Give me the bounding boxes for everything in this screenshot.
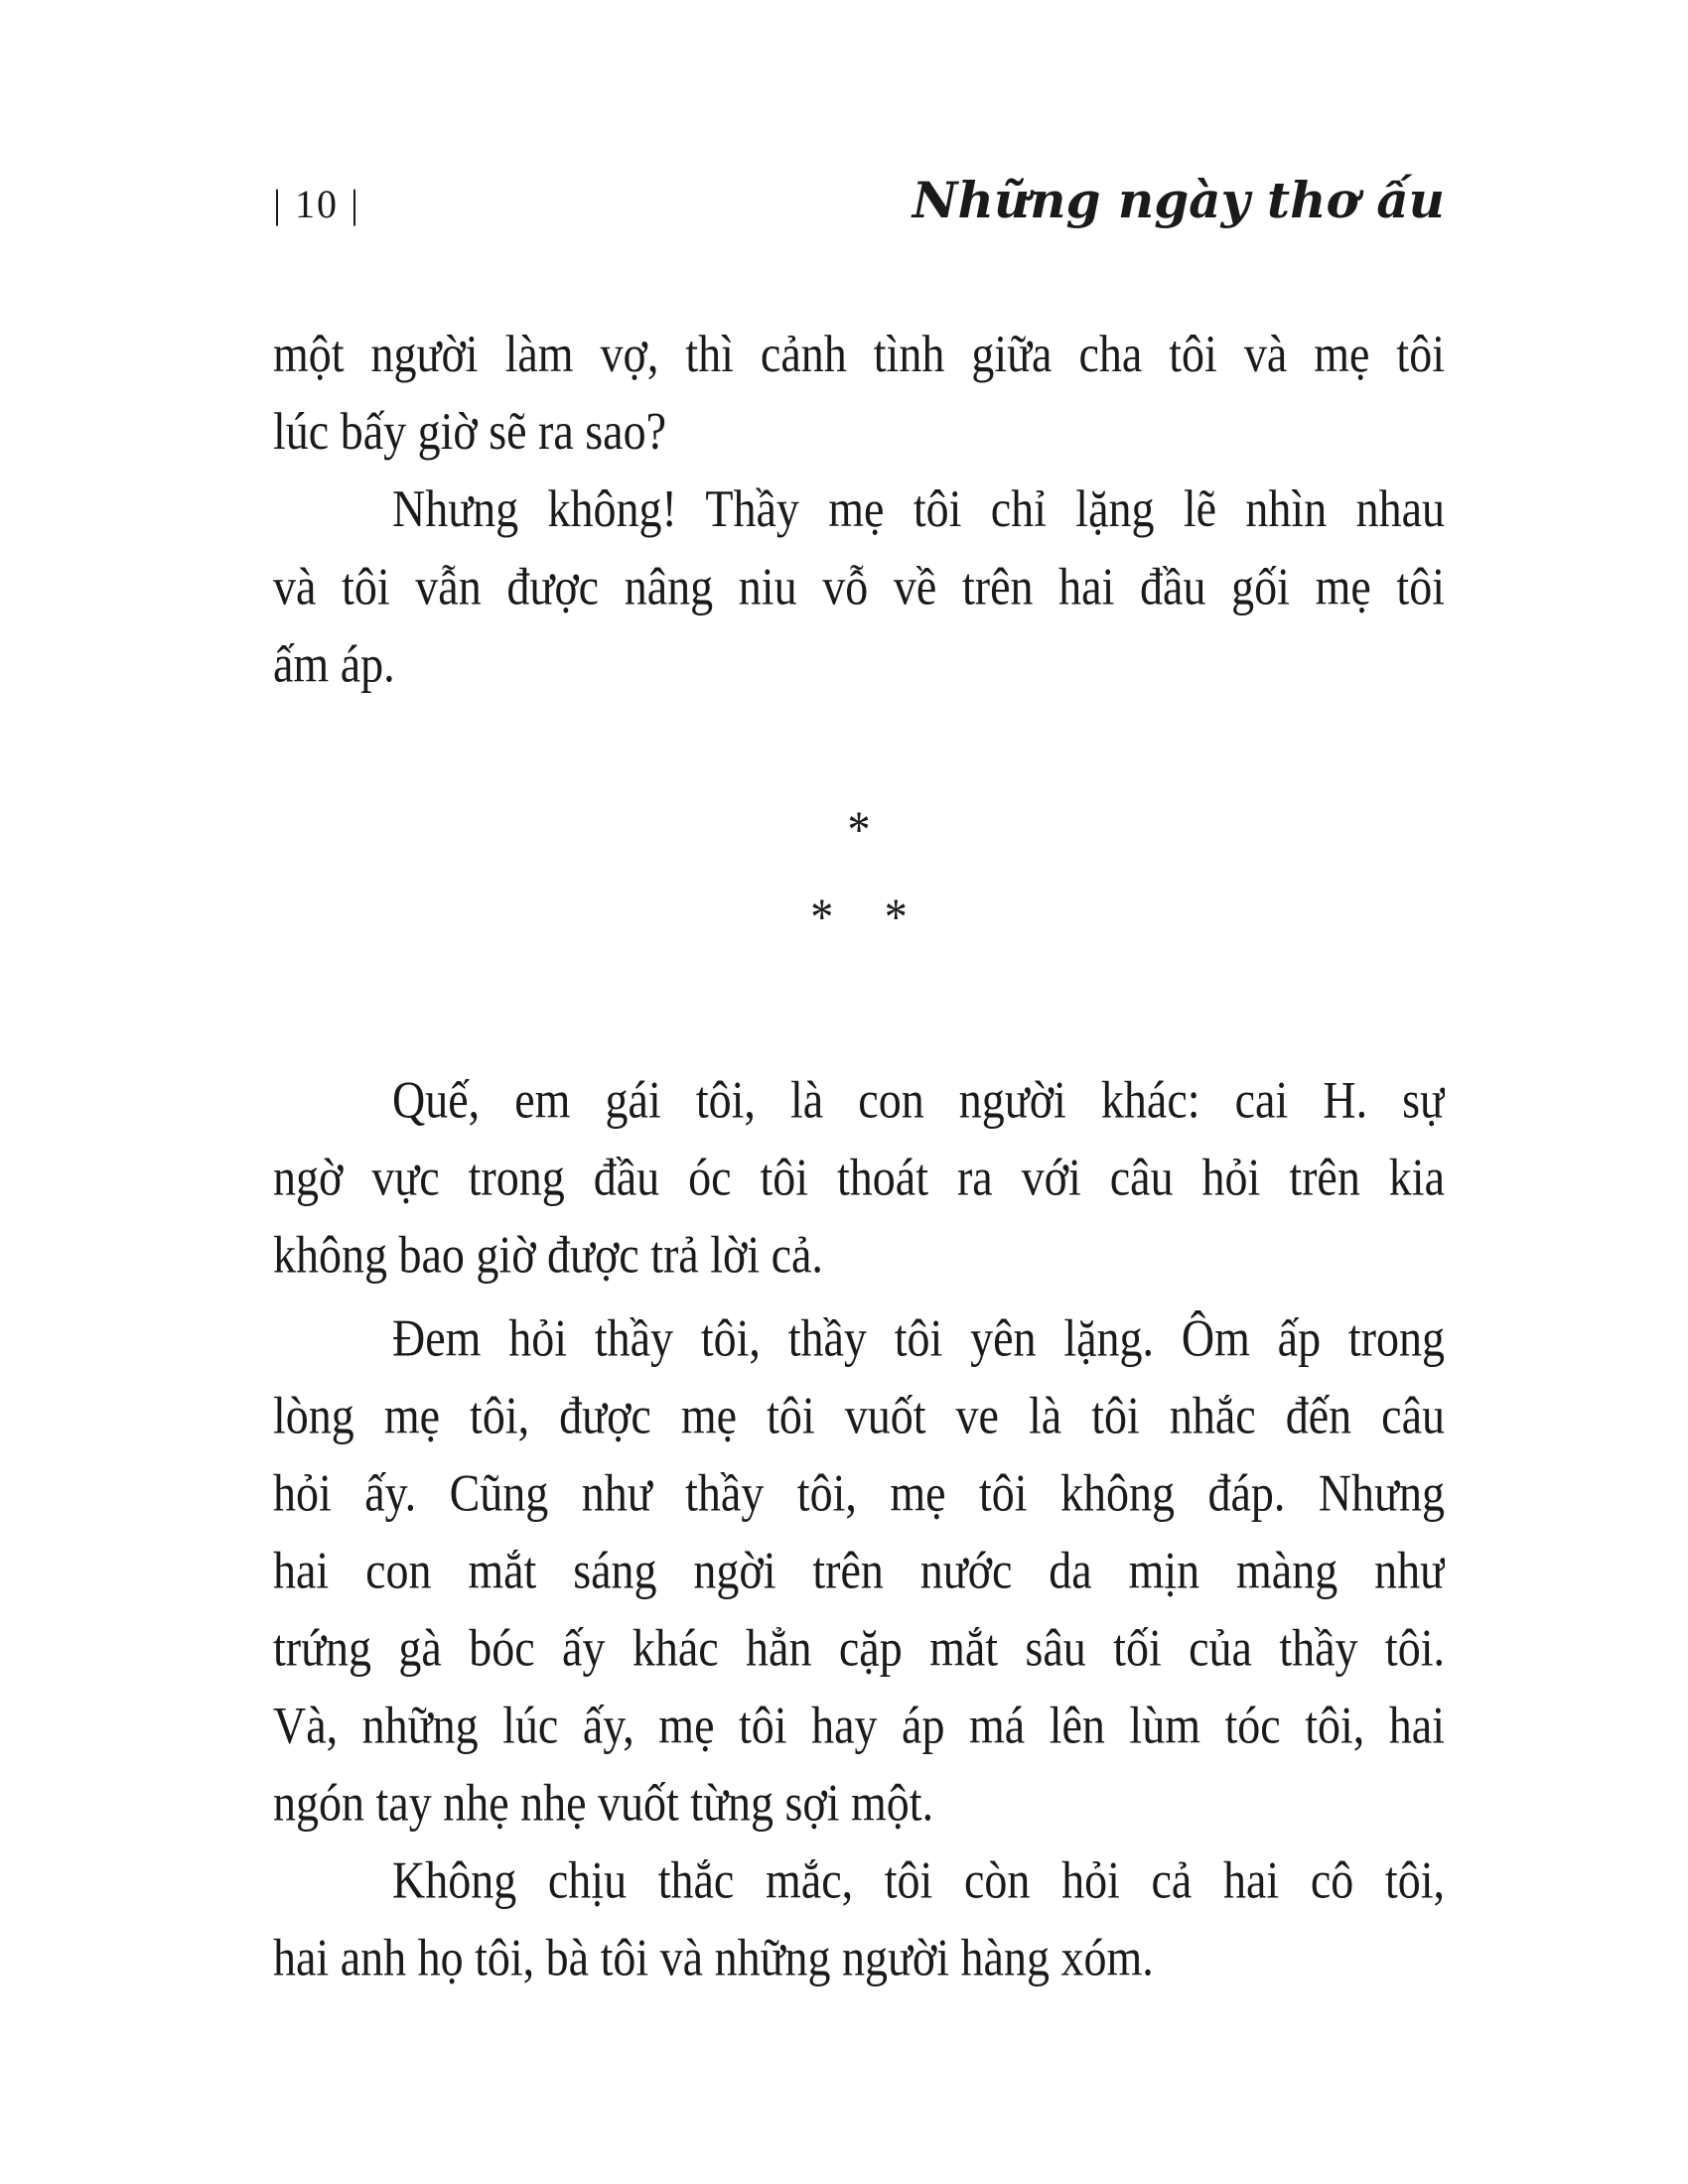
text-line: Không chịu thắc mắc, tôi còn hỏi cả hai cô tôi, — [392, 1850, 1445, 1909]
page-body — [273, 316, 1445, 1996]
text-line: một người làm vợ, thì cảnh tình giữa cha tôi và mẹ tôi — [273, 325, 1445, 383]
text-line: Và, những lúc ấy, mẹ tôi hay áp má lên lùm tóc tôi, hai — [273, 1696, 1445, 1754]
text-line: ngón tay nhẹ nhẹ vuốt từng sợi một. — [273, 1773, 934, 1832]
separator-star-top: * — [847, 800, 871, 859]
paragraph — [273, 1061, 1445, 1294]
page-header — [273, 171, 1445, 229]
paragraph — [273, 1299, 1445, 1842]
text-line: không bao giờ được trả lời cả. — [273, 1225, 823, 1284]
page-number: | 10 | — [273, 182, 361, 226]
text-line: hỏi ấy. Cũng như thầy tôi, mẹ tôi không đáp. Nhưng — [273, 1463, 1445, 1522]
text-line: Quế, em gái tôi, là con người khác: cai H. sự — [392, 1070, 1445, 1129]
text-line: lúc bấy giờ sẽ ra sao? — [273, 402, 667, 461]
text-line: lòng mẹ tôi, được mẹ tôi vuốt ve là tôi nhắc đến câu — [273, 1386, 1445, 1444]
paragraph — [273, 471, 1445, 703]
text-line: Đem hỏi thầy tôi, thầy tôi yên lặng. Ôm ấp trong — [392, 1308, 1445, 1367]
section-separator — [273, 791, 1445, 956]
text-line: trứng gà bóc ấy khác hẳn cặp mắt sâu tối của thầy tôi. — [273, 1618, 1445, 1677]
paragraph — [273, 1842, 1445, 1996]
text-line: Nhưng không! Thầy mẹ tôi chỉ lặng lẽ nhìn nhau — [392, 479, 1445, 538]
paragraph — [273, 316, 1445, 471]
separator-star-pair: * * — [810, 887, 908, 946]
text-line: ấm áp. — [273, 634, 395, 693]
text-line: và tôi vẫn được nâng niu vỗ về trên hai đầu gối mẹ tôi — [273, 557, 1445, 615]
text-line: ngờ vực trong đầu óc tôi thoát ra với câu hỏi trên kia — [273, 1148, 1445, 1206]
running-title: Những ngày thơ ấu — [912, 171, 1445, 229]
text-line: hai con mắt sáng ngời trên nước da mịn màng như — [273, 1541, 1445, 1599]
text-line: hai anh họ tôi, bà tôi và những người hàng xóm. — [273, 1928, 1154, 1986]
